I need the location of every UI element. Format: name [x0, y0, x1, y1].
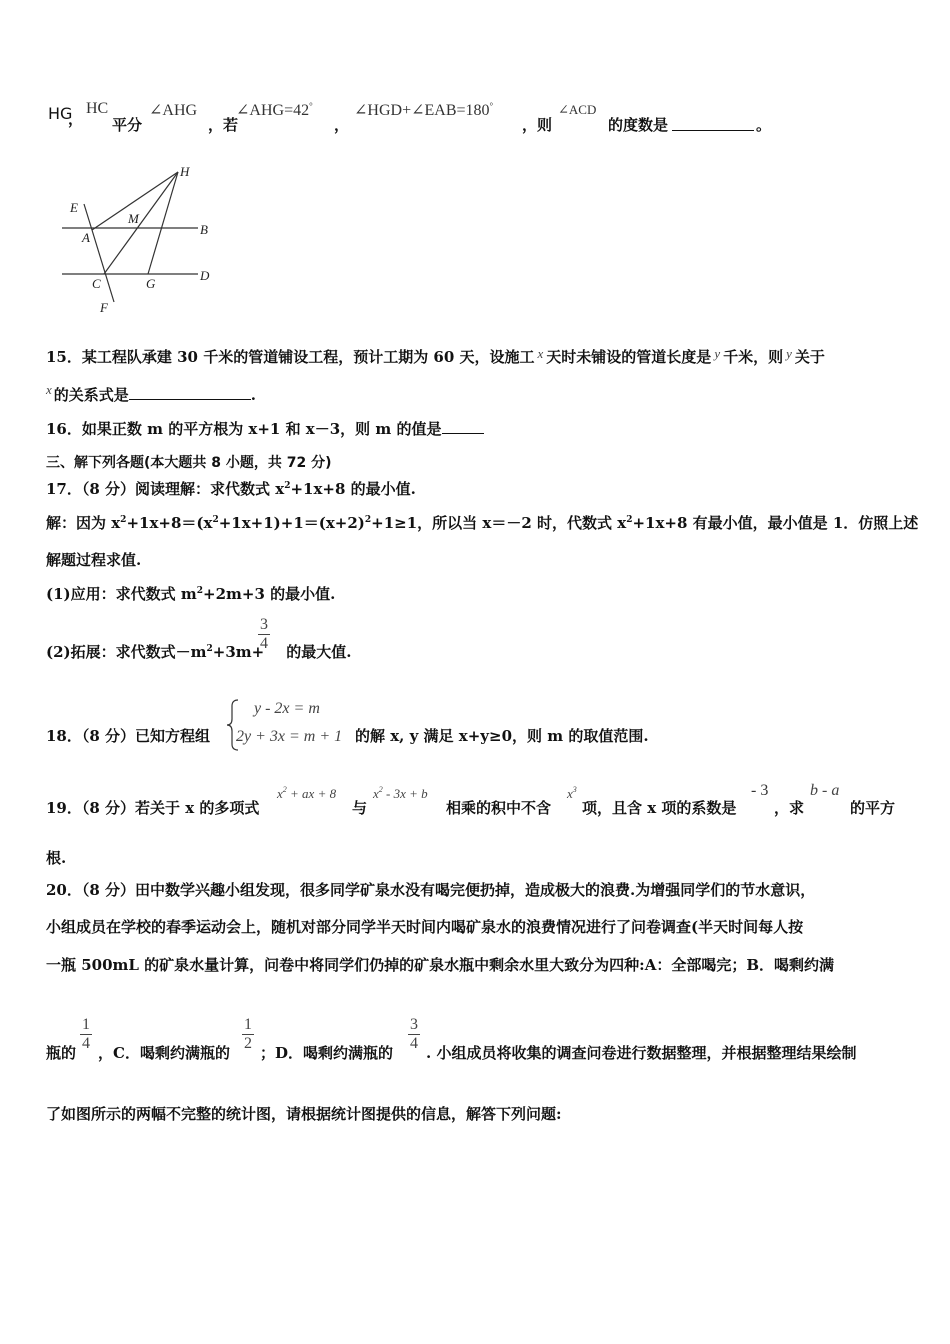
q14-end: 。	[756, 116, 772, 134]
q17-head: 17．（8 分）阅读理解：求代数式 $x^2+1x+8$ 的最小值.	[46, 480, 416, 498]
q15-answer-blank	[129, 385, 251, 400]
q19-coefficient: - 3	[751, 782, 769, 799]
q14-answer-blank	[672, 116, 754, 131]
q19-mid2: 项，且含 x 项的系数是	[582, 799, 737, 817]
segment-cf	[92, 230, 114, 302]
q19-poly1: $x^2$ + ax + 8	[277, 785, 337, 801]
q20-line5: 了如图所示的两幅不完整的统计图，请根据统计图提供的信息，解答下列问题:	[46, 1105, 562, 1123]
section-heading: 三、解下列各题(本大题共 8 小题，共 72 分)	[46, 455, 332, 471]
q14-then: ，则	[522, 116, 553, 134]
q15-line2: x 的关系式是 .	[46, 382, 257, 404]
label-e: E	[70, 200, 78, 215]
segment-ea	[84, 204, 92, 230]
q18-tail: 的解 x, y 满足 x+y≥0，则 m 的取值范围.	[355, 727, 649, 745]
q19-tail: 的平方	[850, 799, 896, 817]
q20-line3: 一瓶 500mL 的矿泉水量计算，问卷中将同学们仍掉的矿泉水瓶中剩余水里大致分为四种:A：全部喝完；B．喝剩约满	[46, 956, 835, 974]
q19-mid: 相乘的积中不含	[446, 799, 552, 817]
q20-line2: 小组成员在学校的春季运动会上，随机对部分同学半天时间内喝矿泉水的浪费情况进行了问卷调查(半天时间每人按	[46, 918, 804, 936]
q14-if: ，若	[208, 116, 239, 134]
q20-line1: 20．（8 分）田中数学兴趣小组发现，很多同学矿泉水没有喝完便扔掉，造成极大的浪费.为增强同学们的节水意识，	[46, 881, 816, 899]
q20-line4-c: ；D．喝剩约满瓶的	[260, 1044, 394, 1062]
q20-fraction-1-4: $\frac{1}{4}$	[82, 1016, 90, 1052]
label-a: A	[82, 230, 90, 245]
q17-part2: (2)拓展：求代数式$-m^2+3m+$ 的最大值.	[46, 643, 352, 661]
q14-hg: HG	[48, 104, 73, 123]
q14-comma2: ，	[334, 116, 350, 134]
q14-bisects: 平分	[112, 116, 143, 134]
q15-line1: 15．某工程队承建 30 千米的管道铺设工程，预计工期为 60 天，设施工 x 天时未铺设的管道长度是 y 千米，则 y 关于	[46, 346, 825, 366]
label-c: C	[92, 276, 101, 291]
q19-with: 与	[352, 799, 368, 817]
label-b: B	[200, 222, 208, 237]
q20-line4-a: 瓶的	[46, 1044, 77, 1062]
segment-gh	[148, 172, 178, 274]
q18-head: 18．（8 分）已知方程组	[46, 727, 211, 745]
q14-angle-ahg: ∠AHG	[149, 102, 198, 119]
q14-cond2: ∠HGD+∠EAB=180°	[354, 101, 494, 119]
q20-line4-d: . 小组成员将收集的调查问卷进行数据整理，并根据整理结果绘制	[426, 1044, 857, 1062]
q20-fraction-3-4: $\frac{3}{4}$	[410, 1016, 418, 1052]
q17-solution-line1: 解：因为 $x^2+1x+8=(x^2+1x+1)+1=(x+2)^2+1\ge 1$，所以当 x＝－2 时，代数式 $x^2+1x+8$ 有最小值，最小值是 1．仿照上述	[46, 514, 919, 532]
label-g: G	[146, 276, 156, 291]
q14-comma: ，	[68, 110, 84, 128]
q17-part1: (1)应用：求代数式 $m^2+2m+3$ 的最小值.	[46, 585, 336, 603]
q20-line4-b: ，C．喝剩约满瓶的	[98, 1044, 230, 1062]
q20-fraction-1-2: $\frac{1}{2}$	[244, 1016, 252, 1052]
q17-solution-line2: 解题过程求值.	[46, 551, 142, 569]
q19-head: 19．（8 分）若关于 x 的多项式	[46, 799, 260, 817]
q16-line: 16．如果正数 m 的平方根为 x+1 和 x－3，则 m 的值是	[46, 418, 484, 439]
q18-equation-1: y - 2x = m	[254, 700, 320, 717]
label-f: F	[100, 300, 108, 315]
q17-fraction-3-4: $\frac{3}{4}$	[260, 616, 268, 652]
q14-angle-acd: ∠ACD	[558, 102, 597, 117]
q19-expression: b - a	[810, 782, 840, 799]
q19-poly2: $x^2 - 3x + b$	[373, 785, 428, 801]
label-m: M	[128, 211, 139, 226]
q19-x-cubed: $x^3$	[567, 785, 577, 801]
label-d: D	[200, 268, 210, 283]
geometry-figure	[56, 160, 226, 320]
q14-hc: HC	[86, 100, 109, 117]
label-h: H	[180, 164, 190, 179]
q14-cond1: ∠AHG=42°	[236, 101, 313, 119]
q19-mid3: ，求	[774, 799, 805, 817]
segment-ch	[104, 172, 178, 274]
q19-line2: 根.	[46, 849, 67, 867]
q18-equation-2: 2y + 3x = m + 1	[236, 728, 343, 745]
q14-ask: 的度数是	[608, 116, 669, 134]
q16-answer-blank	[442, 419, 484, 434]
